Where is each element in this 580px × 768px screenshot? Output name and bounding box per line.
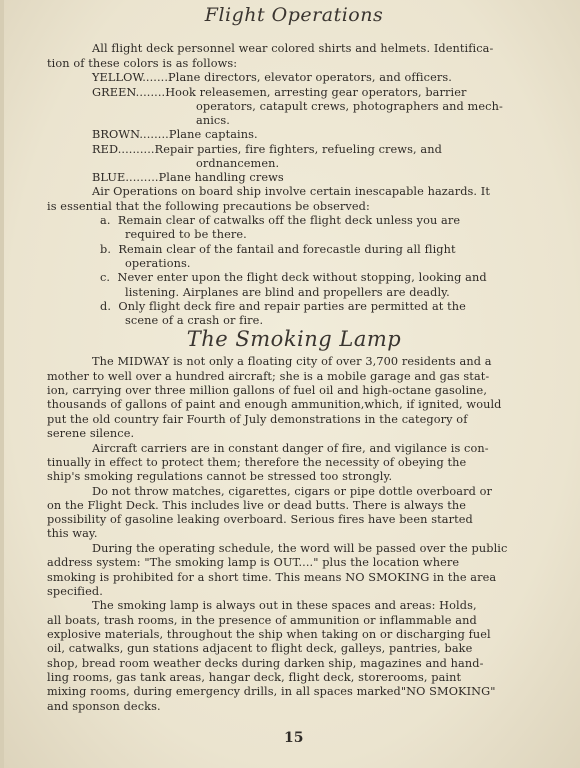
text-line: ship's smoking regulations cannot be stressed too strongly. bbox=[47, 470, 393, 483]
text-line: ion, carrying over three million gallons of fuel oil and high-octane gasoline, bbox=[47, 384, 488, 397]
text-line: a. Remain clear of catwalks off the flight deck unless you are bbox=[100, 214, 461, 227]
text-line: is essential that the following precautions be observed: bbox=[47, 200, 370, 213]
text-line: RED..........Repair parties, fire fighters, refueling crews, and bbox=[92, 143, 442, 156]
text-line: Do not throw matches, cigarettes, cigars or pipe dottle overboard or bbox=[92, 485, 493, 498]
page-number: 15 bbox=[284, 730, 304, 746]
text-line: shop, bread room weather decks during darken ship, magazines and hand- bbox=[47, 657, 484, 670]
text-line: oil, catwalks, gun stations adjacent to flight deck, galleys, pantries, bake bbox=[47, 642, 473, 655]
text-line: put the old country fair Fourth of July demonstrations in the category of bbox=[47, 413, 468, 426]
text-line: BROWN........Plane captains. bbox=[92, 128, 258, 141]
text-line: all boats, trash rooms, in the presence of ammunition or inflammable and bbox=[47, 614, 477, 627]
text-line: The smoking lamp is always out in these spaces and areas: Holds, bbox=[92, 599, 477, 612]
text-line: operations. bbox=[125, 257, 191, 270]
text-line: operators, catapult crews, photographers and mech- bbox=[196, 100, 503, 113]
text-line: GREEN........Hook releasemen, arresting gear operators, barrier bbox=[92, 86, 467, 99]
text-line: d. Only flight deck fire and repair parties are permitted at the bbox=[100, 300, 466, 313]
text-line: BLUE.........Plane handling crews bbox=[92, 171, 284, 184]
text-line: listening. Airplanes are blind and propellers are deadly. bbox=[125, 286, 450, 299]
text-line: Aircraft carriers are in constant danger of fire, and vigilance is con- bbox=[92, 442, 489, 455]
text-line: ling rooms, gas tank areas, hangar deck, flight deck, storerooms, paint bbox=[47, 671, 462, 684]
text-line: address system: "The smoking lamp is OUT...." plus the location where bbox=[47, 556, 460, 569]
text-line: ordnancemen. bbox=[196, 157, 280, 170]
text-line: All flight deck personnel wear colored shirts and helmets. Identifica- bbox=[92, 42, 494, 55]
text-line: specified. bbox=[47, 585, 103, 598]
text-line: smoking is prohibited for a short time. This means NO SMOKING in the area bbox=[47, 571, 497, 584]
text-line: required to be there. bbox=[125, 228, 247, 241]
text-line: possibility of gasoline leaking overboard. Serious fires have been started bbox=[47, 513, 473, 526]
text-line: mother to well over a hundred aircraft; she is a mobile garage and gas stat- bbox=[47, 370, 490, 383]
text-line: During the operating schedule, the word will be passed over the public bbox=[92, 542, 508, 555]
text-line: tinually in effect to protect them; therefore the necessity of obeying the bbox=[47, 456, 467, 469]
text-line: Air Operations on board ship involve certain inescapable hazards. It bbox=[92, 185, 491, 198]
text-line: and sponson decks. bbox=[47, 700, 161, 713]
text-line: this way. bbox=[47, 527, 98, 540]
text-line: The MIDWAY is not only a floating city of over 3,700 residents and a bbox=[92, 355, 492, 368]
section-title-smoking-lamp: The Smoking Lamp bbox=[186, 327, 402, 351]
section-title-flight-operations: Flight Operations bbox=[204, 4, 384, 26]
text-line: thousands of gallons of paint and enough ammunition,which, if ignited, would bbox=[47, 398, 502, 411]
text-line: mixing rooms, during emergency drills, in all spaces marked"NO SMOKING" bbox=[47, 685, 496, 698]
text-line: on the Flight Deck. This includes live or dead butts. There is always the bbox=[47, 499, 466, 512]
text-line: b. Remain clear of the fantail and forecastle during all flight bbox=[100, 243, 456, 256]
text-line: serene silence. bbox=[47, 427, 135, 440]
text-line: anics. bbox=[196, 114, 230, 127]
text-line: c. Never enter upon the flight deck without stopping, looking and bbox=[100, 271, 487, 284]
text-line: scene of a crash or fire. bbox=[125, 314, 264, 327]
text-line: YELLOW.......Plane directors, elevator operators, and officers. bbox=[92, 71, 452, 84]
text-line: tion of these colors is as follows: bbox=[47, 57, 238, 70]
text-line: explosive materials, throughout the ship when taking on or discharging fuel bbox=[47, 628, 491, 641]
